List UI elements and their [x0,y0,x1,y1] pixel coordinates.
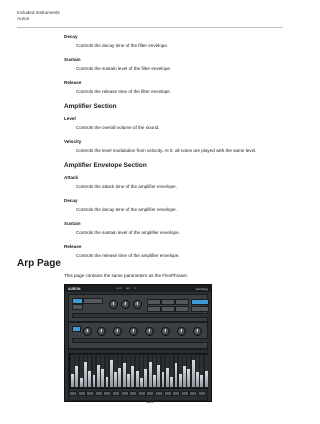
step-toggle[interactable] [129,391,137,396]
step-toggle[interactable] [164,391,172,396]
amp-env-heading: Amplifier Envelope Section [64,162,147,169]
header-line-2: Auron [17,16,30,21]
mod-knob-4[interactable] [129,327,138,336]
brand-logo: steinberg [195,286,208,291]
step-toggle[interactable] [146,391,154,396]
term-sustain: Sustain [64,57,81,62]
arp-page-intro: This page contains the same parameters as the FlexPhraser. [64,273,189,278]
mod-knob-3[interactable] [113,327,122,336]
hold-button[interactable] [161,299,175,305]
step-bar[interactable] [144,369,147,387]
trigger-mode-button[interactable] [175,299,189,305]
header-divider [17,27,283,28]
step-toggle[interactable] [121,391,129,396]
swing-knob[interactable] [109,300,118,309]
step-bar[interactable] [187,369,190,387]
mod-knob-2[interactable] [97,327,106,336]
step-bar[interactable] [157,365,160,388]
tab-synth[interactable]: synth [116,286,123,290]
term-level: Level [64,116,76,121]
step-bar[interactable] [149,362,152,388]
term-velocity: Velocity [64,139,82,144]
content-column [64,34,284,267]
step-bar[interactable] [97,365,100,388]
step-bar[interactable] [175,363,178,387]
arp-control-panel [68,294,208,322]
term-decay: Decay [64,34,78,39]
step-sequencer-grid[interactable] [69,353,207,389]
arp-modulation-panel [68,322,208,349]
phrase-selector[interactable] [83,298,103,304]
step-bar[interactable] [196,372,199,387]
gate-scale-knob[interactable] [121,300,130,309]
mod-knob-5[interactable] [145,327,154,336]
desc-amp-release: Controls the release time of the amplifier envelope. [76,253,180,258]
step-toggle[interactable] [95,391,103,396]
mode-button[interactable] [72,304,83,310]
mod-knob-8[interactable] [193,327,202,336]
step-bar[interactable] [71,374,74,388]
step-bar[interactable] [179,374,182,388]
desc-attack: Controls the attack time of the amplifier envelope. [76,184,177,189]
sync-button[interactable] [147,299,161,305]
step-bar[interactable] [140,378,143,387]
step-bar[interactable] [114,372,117,387]
step-toggle[interactable] [78,391,86,396]
tab-arp[interactable]: arp [126,286,130,290]
term-attack: Attack [64,175,79,180]
step-bar[interactable] [93,375,96,387]
octaves-field[interactable] [191,306,209,312]
term-amp-sustain: Sustain [64,221,81,226]
mod-knob-1[interactable] [83,327,92,336]
step-toggle[interactable] [86,391,94,396]
step-toggle[interactable] [155,391,163,396]
step-bar[interactable] [110,360,113,387]
page-number: 114 [146,399,154,404]
amp-section-heading: Amplifier Section [64,103,117,110]
step-controls-row [69,389,207,397]
step-toggle[interactable] [112,391,120,396]
step-bar[interactable] [183,366,186,387]
step-bar[interactable] [101,369,104,387]
desc-sustain: Controls the sustain level of the filter envelope. [76,66,172,71]
step-bar[interactable] [205,371,208,388]
auron-arp-screenshot [64,284,212,402]
plugin-titlebar [65,285,211,292]
mod-knob-6[interactable] [161,327,170,336]
step-toggle[interactable] [103,391,111,396]
step-bar[interactable] [127,374,130,388]
arp-on-button[interactable] [72,298,83,304]
term-release: Release [64,80,82,85]
arp-page-heading: Arp Page [17,258,61,269]
step-toggle[interactable] [69,391,77,396]
step-bar[interactable] [162,372,165,387]
step-toggle[interactable] [172,391,180,396]
step-bar[interactable] [136,371,139,388]
step-bar[interactable] [170,377,173,388]
step-bar[interactable] [88,371,91,388]
step-bar[interactable] [123,363,126,387]
step-bar[interactable] [166,368,169,388]
key-mode-button[interactable] [147,306,161,312]
mod-on-button[interactable] [72,326,81,332]
desc-amp-sustain: Controls the sustain level of the amplifier envelope. [76,230,180,235]
desc-level: Controls the overall volume of the sound. [76,125,160,130]
loop-button[interactable] [175,306,189,312]
running-header [17,10,60,22]
desc-velocity: Controls the level modulation from velocity. At 0, all notes are played with the same level. [76,148,257,153]
step-bar[interactable] [84,362,87,388]
plugin-name: AURON [68,286,81,291]
term-amp-decay: Decay [64,198,78,203]
mod-knob-7[interactable] [177,327,186,336]
step-toggle[interactable] [189,391,197,396]
vel-mode-button[interactable] [161,306,175,312]
header-line-1: Included Instruments [17,10,60,15]
step-toggle[interactable] [181,391,189,396]
step-bar[interactable] [153,375,156,387]
tab-fx[interactable]: fx [133,286,136,290]
step-toggle[interactable] [198,391,206,396]
step-bar[interactable] [75,366,78,387]
step-bar[interactable] [106,377,109,388]
desc-release: Controls the release time of the filter envelope. [76,89,171,94]
restart-button[interactable] [191,299,209,305]
desc-amp-decay: Controls the decay time of the amplifier envelope. [76,207,177,212]
mod-labels-strip [72,338,210,343]
step-bar[interactable] [80,378,83,387]
arp-options-strip [72,313,210,318]
vel-scale-knob[interactable] [133,300,142,309]
term-amp-release: Release [64,244,82,249]
step-toggle[interactable] [138,391,146,396]
step-bar[interactable] [200,375,203,387]
desc-decay: Controls the decay time of the filter envelope. [76,43,169,48]
step-bar[interactable] [192,360,195,387]
step-bar[interactable] [131,366,134,387]
step-bar[interactable] [118,368,121,388]
plugin-tabs [115,287,137,290]
